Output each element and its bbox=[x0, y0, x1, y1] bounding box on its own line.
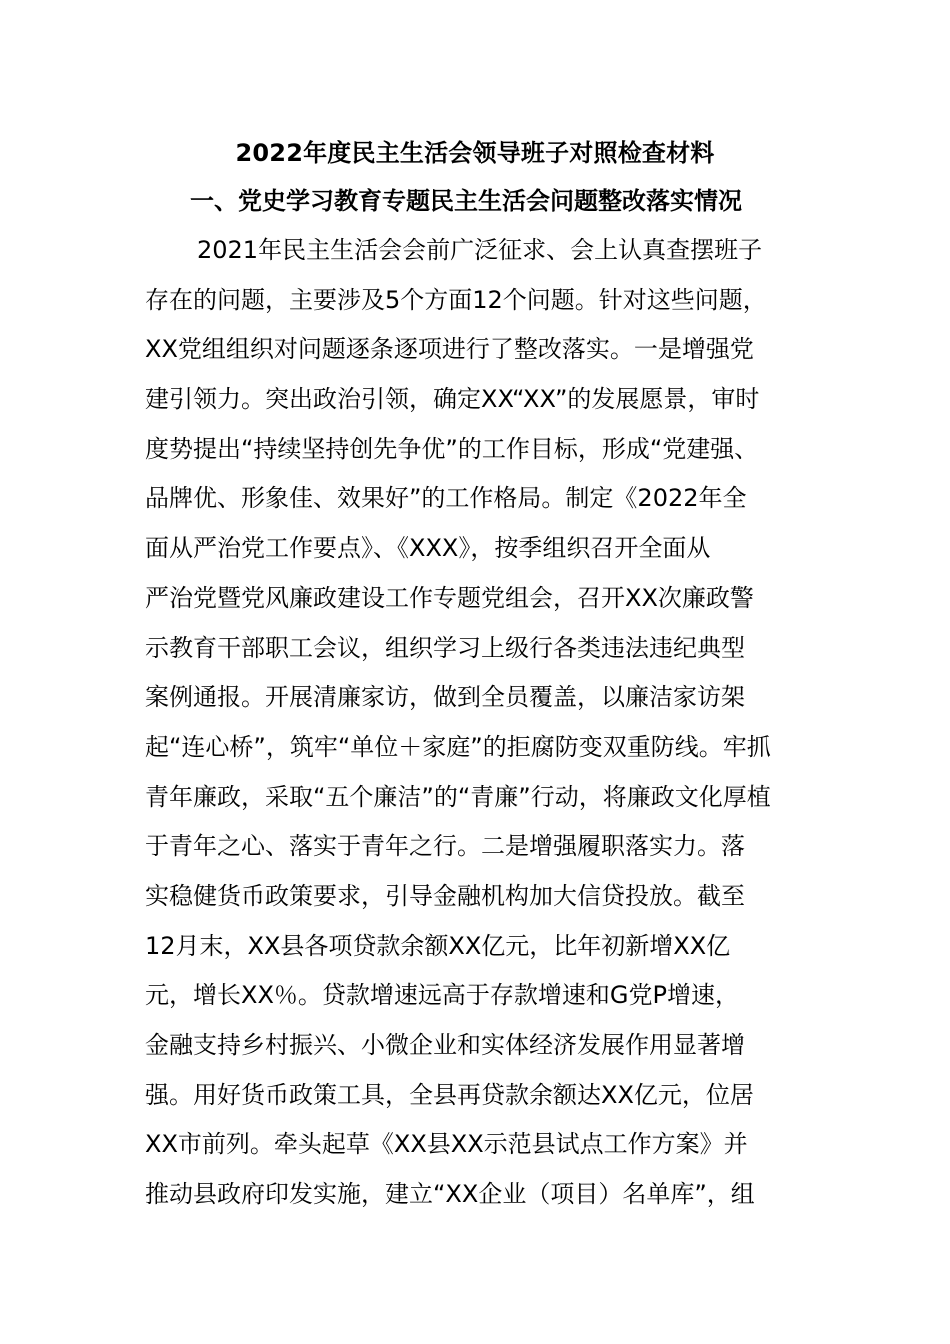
body-line: 建引领力。突出政治引领，确定XX“XX”的发展愿景，审时 bbox=[145, 385, 760, 414]
body-line: 严治党暨党风廉政建设工作专题党组会，召开XX次廉政警 bbox=[145, 583, 754, 612]
body-line: 金融支持乡村振兴、小微企业和实体经济发展作用显著增 bbox=[145, 1031, 745, 1059]
body-line: 强。用好货币政策工具，全县再贷款余额达XX亿元，位居 bbox=[145, 1080, 754, 1109]
body-line: 度势提出“持续坚持创先争优”的工作目标，形成“党建强、 bbox=[145, 434, 759, 463]
body-line: XX市前列。牵头起草《XX县XX示范县试点工作方案》并 bbox=[145, 1130, 748, 1159]
body-line: 品牌优、形象佳、效果好”的工作格局。制定《2022年全 bbox=[145, 484, 747, 513]
body-line: 面从严治党工作要点》、《XXX》，按季组织召开全面从 bbox=[145, 534, 711, 563]
body-line: 于青年之心、落实于青年之行。二是增强履职落实力。落 bbox=[145, 832, 745, 861]
section-heading: 一、党史学习教育专题民主生活会问题整改落实情况 bbox=[190, 187, 742, 215]
body-line: 存在的问题，主要涉及5个方面12个问题。针对这些问题， bbox=[145, 285, 767, 314]
body-line: 青年廉政，采取“五个廉洁”的“青廉”行动，将廉政文化厚植 bbox=[145, 782, 771, 811]
body-line: 起“连心桥”，筑牢“单位＋家庭”的拒腐防变双重防线。牢抓 bbox=[145, 732, 771, 761]
body-paragraph bbox=[145, 226, 845, 1220]
body-line: 推动县政府印发实施，建立“XX企业（项目）名单库”，组 bbox=[145, 1180, 755, 1209]
body-line: 12月末，XX县各项贷款余额XX亿元，比年初新增XX亿 bbox=[145, 931, 731, 960]
body-line: 实稳健货币政策要求，引导金融机构加大信贷投放。截至 bbox=[145, 881, 745, 910]
body-line: 元，增长XX％。贷款增速远高于存款增速和G党P增速， bbox=[145, 981, 739, 1010]
body-line: XX党组组织对问题逐条逐项进行了整改落实。一是增强党 bbox=[145, 335, 754, 364]
body-line: 案例通报。开展清廉家访，做到全员覆盖，以廉洁家访架 bbox=[145, 683, 745, 712]
body-line: 示教育干部职工会议，组织学习上级行各类违法违纪典型 bbox=[145, 633, 745, 662]
document-title: 2022年度民主生活会领导班子对照检查材料 bbox=[235, 139, 715, 167]
body-line: 2021年民主生活会会前广泛征求、会上认真查摆班子 bbox=[197, 236, 763, 264]
